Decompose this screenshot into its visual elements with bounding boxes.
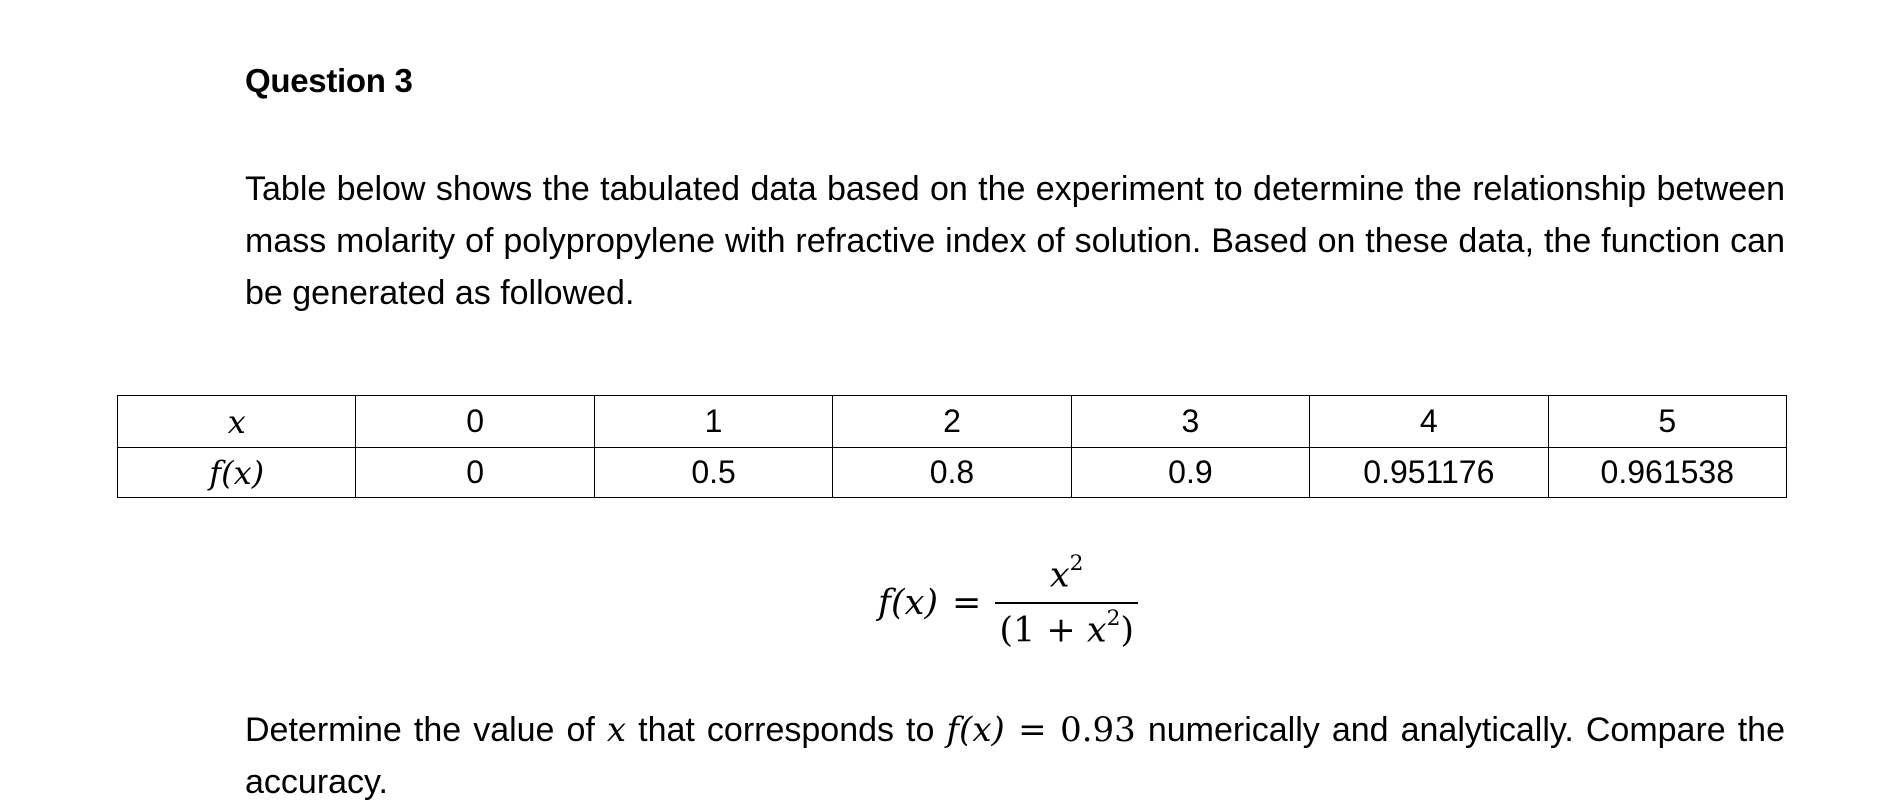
question-heading: Question 3	[245, 62, 413, 99]
question-text-2: that corresponds to	[626, 711, 947, 749]
fx-value-cell: 0.9	[1071, 448, 1309, 498]
fx-value-cell: 0.961538	[1548, 448, 1786, 498]
x-value-cell: 1	[594, 396, 832, 448]
table-row-x	[118, 396, 1787, 448]
intro-text: Table below shows the tabulated data based on the experiment to determine the relationship between mass molarity of polypropylene with refractive index of solution. Based on these data, the function can be generated as followed.	[245, 170, 1785, 312]
formula-fraction	[995, 551, 1138, 651]
question-expr-rhs: = 0.93	[1004, 710, 1136, 750]
row-label-fx: f(x)	[118, 448, 356, 498]
fx-value-cell: 0.8	[833, 448, 1071, 498]
numerator-var: x	[1049, 556, 1070, 596]
formula-lhs: f(x)	[878, 583, 939, 623]
x-value-cell: 2	[833, 396, 1071, 448]
formula-numerator	[1042, 551, 1092, 602]
intro-paragraph	[245, 163, 1785, 319]
fx-value-cell: 0	[356, 448, 594, 498]
x-value-cell: 0	[356, 396, 594, 448]
x-value-cell: 3	[1071, 396, 1309, 448]
denominator-var: x	[1086, 610, 1107, 651]
denominator-exponent: 2	[1106, 605, 1121, 631]
formula-denominator	[995, 604, 1138, 651]
question-paragraph	[245, 704, 1785, 808]
denominator-close: )	[1120, 610, 1135, 651]
formula-equals: =	[952, 583, 982, 623]
question-expr-lhs: f(x)	[946, 710, 1005, 750]
row-label-x: x	[118, 396, 356, 448]
x-value-cell: 4	[1310, 396, 1548, 448]
question-text-3: numerically and analytically. Compare the accuracy.	[245, 711, 1785, 801]
x-value-cell: 5	[1548, 396, 1786, 448]
denominator-open: (1 +	[999, 610, 1087, 651]
data-table	[117, 395, 1787, 498]
fx-value-cell: 0.5	[594, 448, 832, 498]
question-text-1: Determine the value of	[245, 711, 607, 749]
function-formula	[878, 548, 1138, 658]
question-text	[245, 704, 1785, 808]
table-row-fx	[118, 448, 1787, 498]
question-var-x: x	[606, 710, 627, 750]
fx-value-cell: 0.951176	[1310, 448, 1548, 498]
numerator-exponent: 2	[1069, 551, 1084, 577]
